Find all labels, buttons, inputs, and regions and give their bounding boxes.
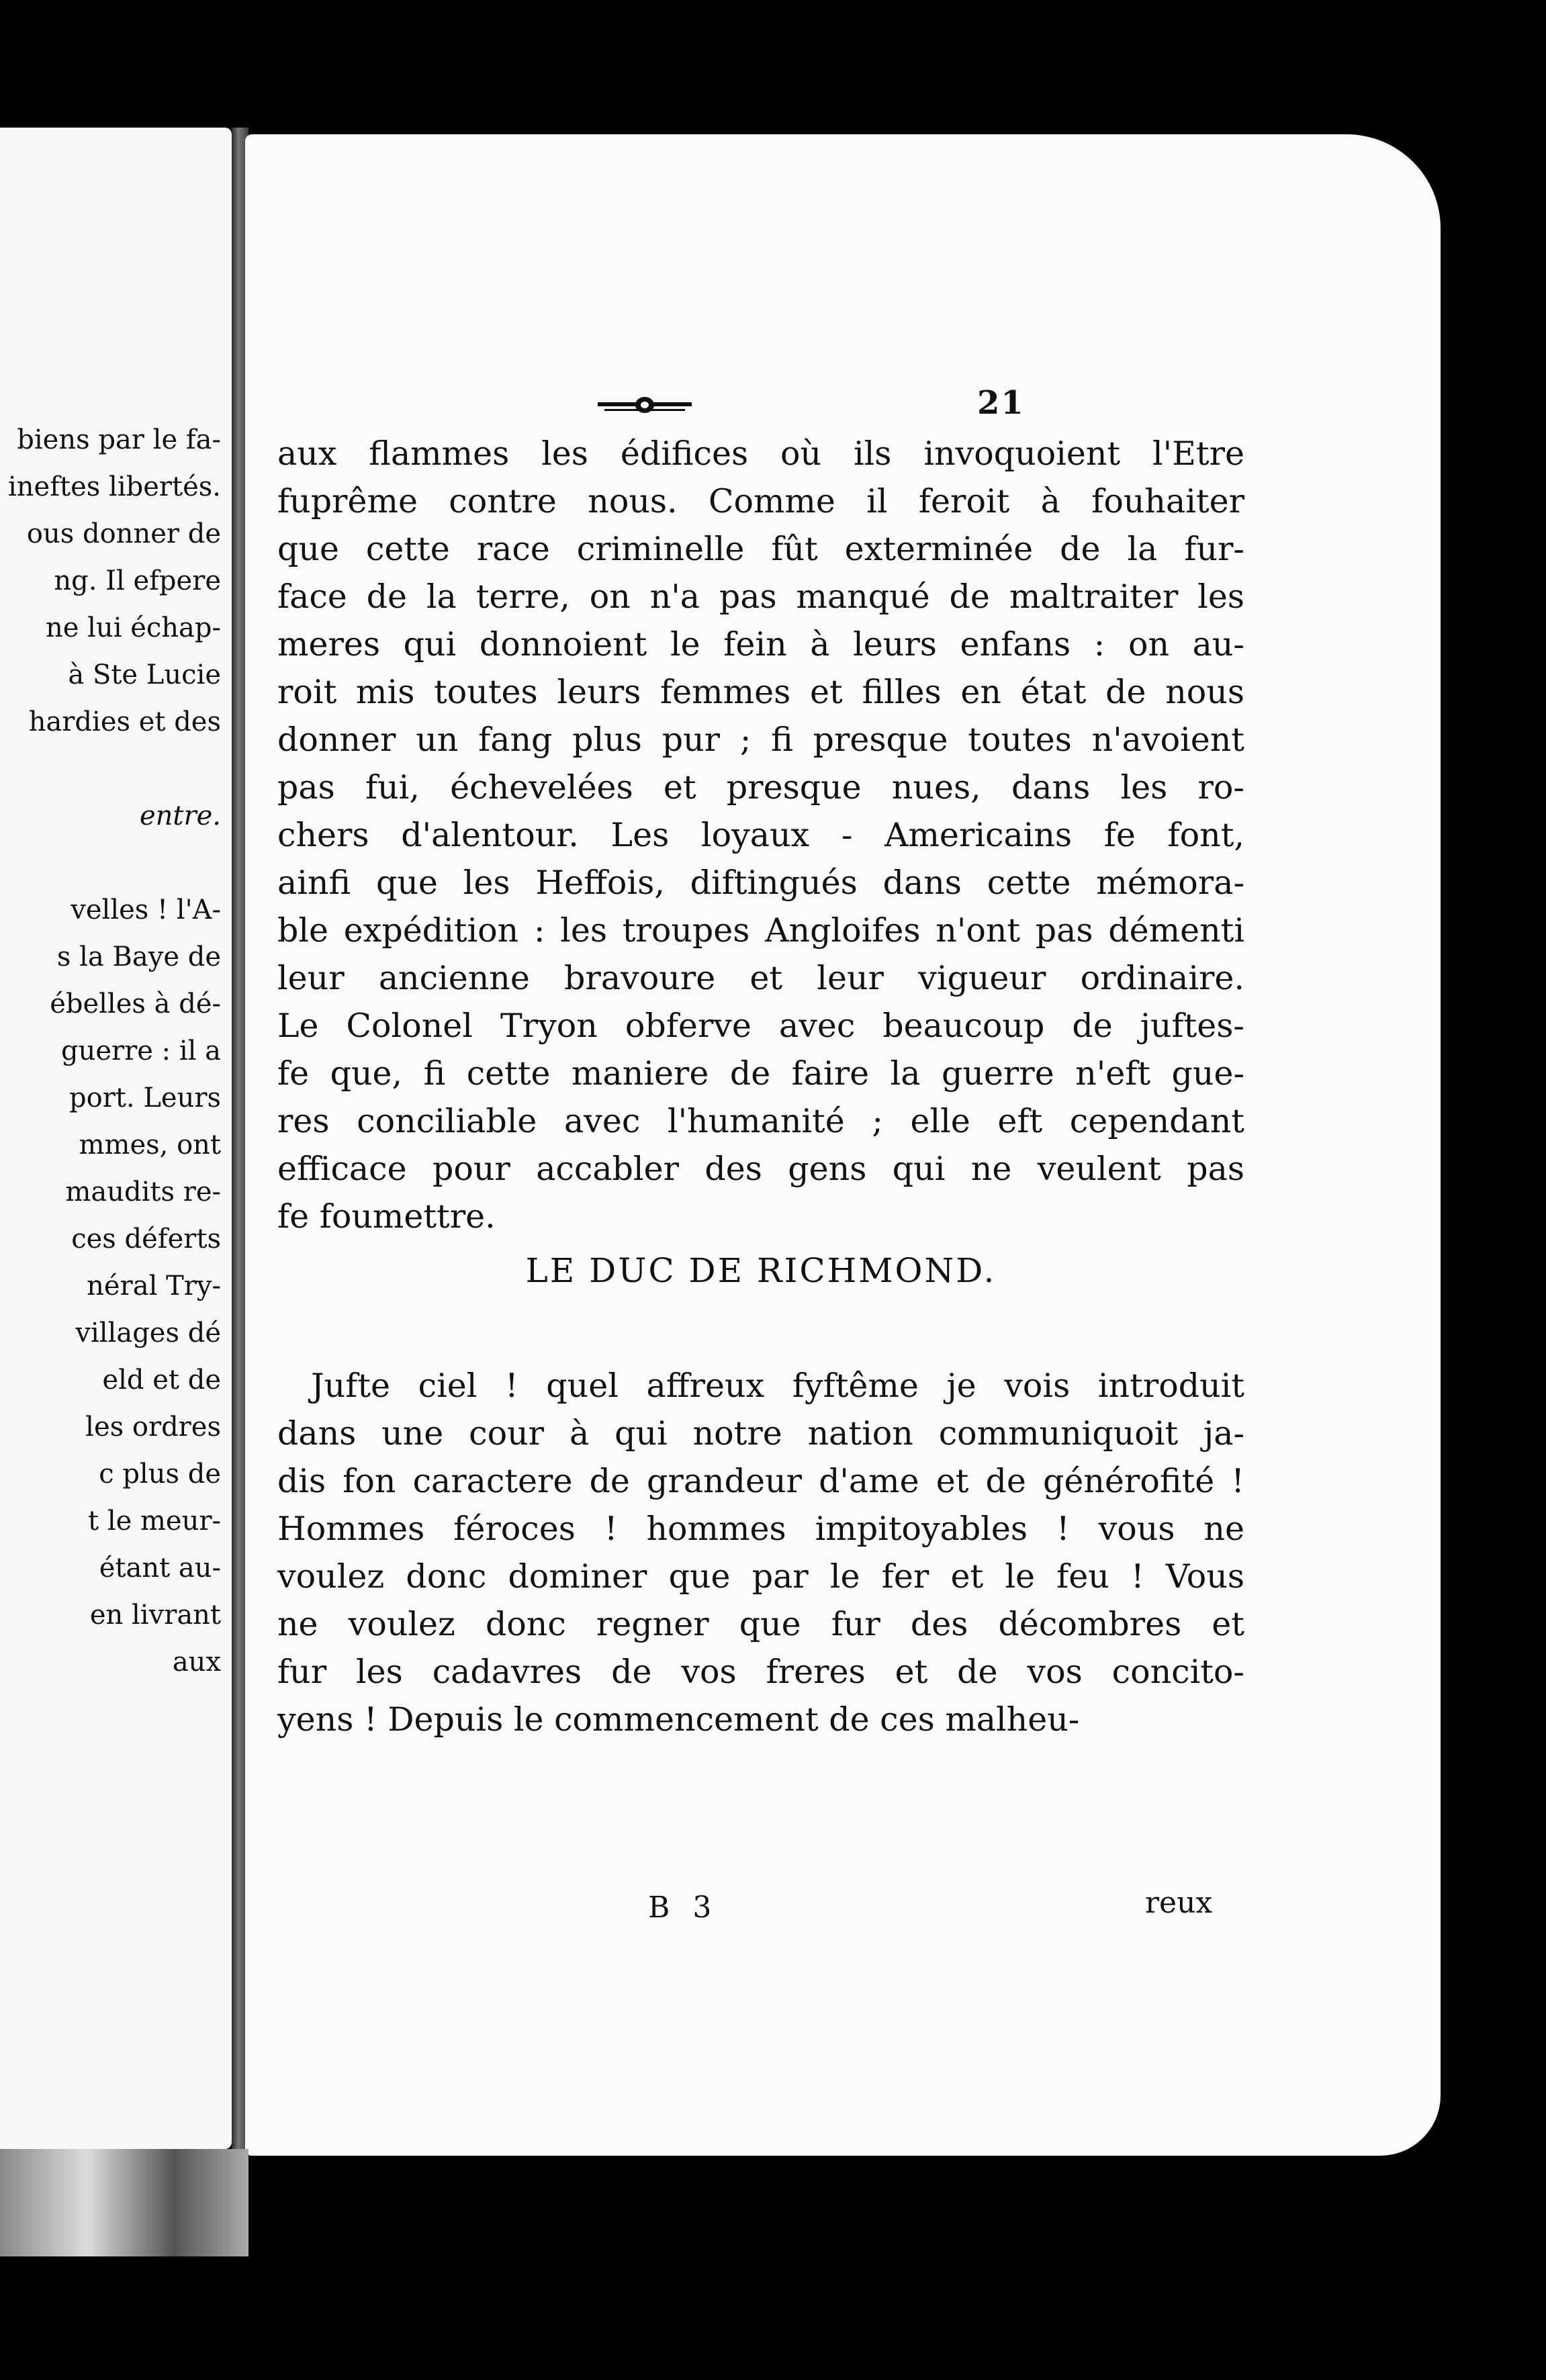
page-number: 21	[977, 384, 1025, 422]
text-line: ébelles à dé-	[50, 989, 221, 1019]
text-line: fuprême contre nous. Comme il feroit à fouhaiter	[277, 482, 1244, 520]
spine-edge	[0, 2149, 248, 2256]
text-line: villages dé	[75, 1318, 221, 1348]
text-line: ces déferts	[71, 1224, 221, 1254]
text-line: leur ancienne bravoure et leur vigueur ordinaire.	[277, 959, 1244, 997]
text-line: Hommes féroces ! hommes impitoyables ! vous ne	[277, 1510, 1244, 1548]
paragraph-2	[277, 1362, 1244, 1743]
text-line: s la Baye de	[56, 942, 221, 972]
text-line: fur les cadavres de vos freres et de vos concito-	[277, 1653, 1244, 1691]
text-line: guerre : il a	[60, 1036, 221, 1066]
main-text	[277, 430, 1244, 1743]
text-line: efficace pour accabler des gens qui ne veulent pas	[277, 1150, 1244, 1188]
text-line: Le Colonel Tryon obferve avec beaucoup de juftes-	[277, 1007, 1244, 1045]
left-facing-page	[0, 128, 232, 2149]
text-line: t le meur-	[88, 1506, 221, 1537]
text-line: pas fui, échevelées et presque nues, dans les ro-	[277, 768, 1244, 807]
text-line: fe que, fi cette maniere de faire la guerre n'eft gue-	[277, 1054, 1244, 1093]
text-line: dans une cour à qui notre nation communiquoit ja-	[277, 1414, 1244, 1453]
ornament-icon	[598, 393, 692, 420]
text-line: velles ! l'A-	[71, 895, 221, 925]
text-line: que cette race criminelle fût exterminée de la fur-	[277, 530, 1244, 568]
text-line: fe foumettre.	[277, 1197, 496, 1236]
text-line: aux	[172, 1647, 221, 1678]
text-line: ineftes libertés.	[8, 471, 221, 502]
text-line: res conciliable avec l'humanité ; elle eft cependant	[277, 1102, 1244, 1140]
text-line: ble expédition : les troupes Angloifes n'ont pas démenti	[277, 911, 1244, 950]
text-line: ous donner de	[26, 518, 221, 549]
text-line: biens par le fa-	[17, 424, 221, 455]
text-line: maudits re-	[65, 1177, 221, 1207]
left-page-text	[0, 416, 221, 1686]
text-line: en livrant	[89, 1600, 221, 1631]
section-heading: LE DUC DE RICHMOND.	[525, 1251, 997, 1290]
text-line: dis fon caractere de grandeur d'ame et de générofité !	[277, 1462, 1244, 1500]
text-line: Jufte ciel ! quel affreux fyftême je vois introduit	[311, 1367, 1244, 1405]
text-line	[0, 839, 221, 886]
text-line: à Ste Lucie	[68, 659, 221, 690]
text-line: ng. Il efpere	[54, 565, 221, 596]
text-line: ne voulez donc regner que fur des décombres et	[277, 1605, 1244, 1643]
right-page	[245, 134, 1441, 2156]
text-line: aux flammes les édifices où ils invoquoient l'Etre	[277, 434, 1244, 473]
text-line: port. Leurs	[69, 1083, 221, 1113]
catchword: reux	[1145, 1886, 1213, 1920]
text-line: ainfi que les Heffois, diftingués dans cette mémora-	[277, 864, 1244, 902]
text-line: c plus de	[99, 1459, 221, 1490]
text-line: étant au-	[99, 1553, 221, 1584]
text-line: ne lui échap-	[45, 612, 221, 643]
text-line: roit mis toutes leurs femmes et filles en état de nous	[277, 673, 1244, 711]
text-line: chers d'alentour. Les loyaux - Americains fe font,	[277, 816, 1244, 854]
signature-mark: B 3	[648, 1890, 719, 1925]
text-line: voulez donc dominer que par le fer et le feu ! Vous	[277, 1557, 1244, 1596]
text-line	[0, 745, 221, 792]
text-line: néral Try-	[87, 1271, 221, 1301]
text-line: meres qui donnoient le fein à leurs enfans : on au-	[277, 625, 1244, 663]
text-line: mmes, ont	[79, 1130, 221, 1160]
paragraph-1	[277, 430, 1244, 1240]
text-line: eld et de	[102, 1365, 221, 1395]
text-line: hardies et des	[28, 706, 221, 737]
text-line: les ordres	[85, 1412, 221, 1443]
text-line: yens ! Depuis le commencement de ces malheu-	[277, 1700, 1080, 1739]
text-line: face de la terre, on n'a pas manqué de maltraiter les	[277, 578, 1244, 616]
text-line: donner un fang plus pur ; fi presque toutes n'avoient	[277, 721, 1244, 759]
text-line: entre.	[139, 800, 221, 831]
